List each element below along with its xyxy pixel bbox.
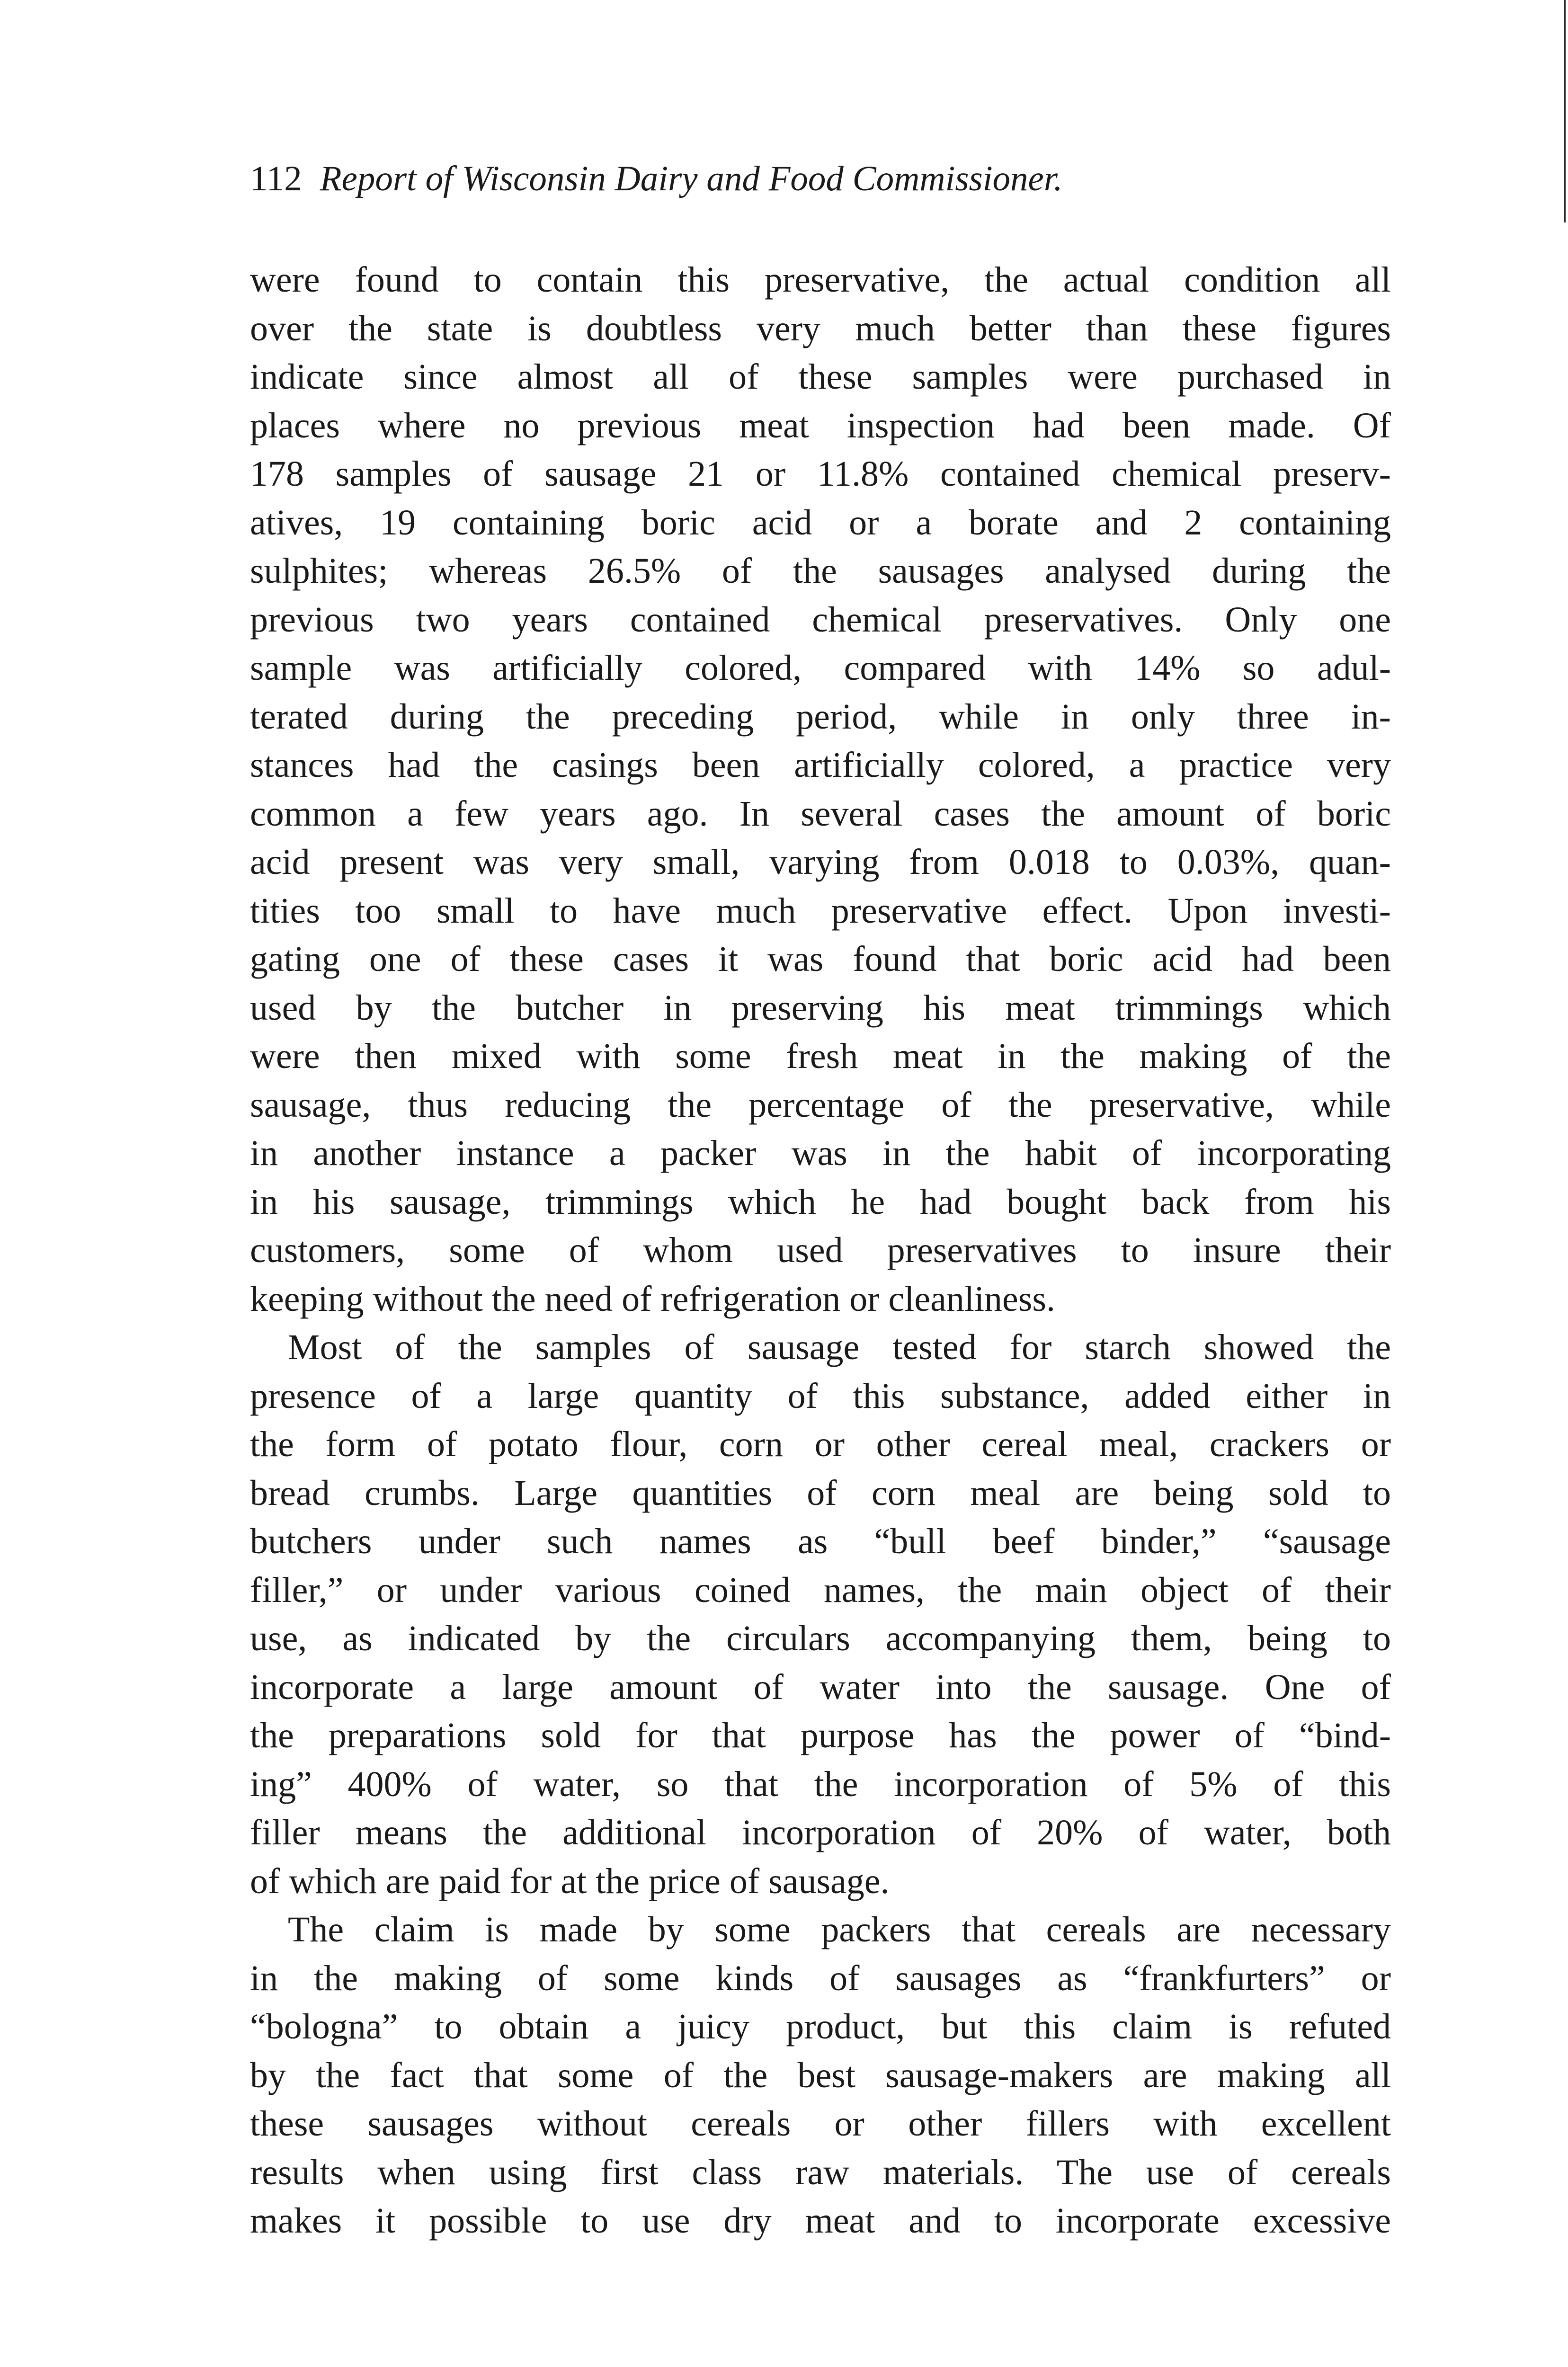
text-line: results when using first class raw materials. The use of cereals	[250, 2152, 1391, 2192]
running-title: Report of Wisconsin Dairy and Food Commissioner.	[320, 159, 1063, 198]
text-line: by the fact that some of the best sausage-makers are making all	[250, 2055, 1391, 2095]
text-line: sulphites; whereas 26.5% of the sausages analysed during the	[250, 551, 1391, 591]
text-line: over the state is doubtless very much better than these figures	[250, 308, 1391, 348]
text-line: were then mixed with some fresh meat in the making of the	[250, 1036, 1391, 1076]
text-line: places where no previous meat inspection had been made. Of	[250, 405, 1391, 445]
text-line: indicate since almost all of these samples were purchased in	[250, 357, 1391, 397]
text-line: these sausages without cereals or other fillers with excellent	[250, 2104, 1391, 2144]
text-line: 178 samples of sausage 21 or 11.8% contained chemical preserv-	[250, 454, 1391, 494]
text-line: the preparations sold for that purpose has the power of “bind-	[250, 1716, 1391, 1755]
paragraph	[250, 1905, 1391, 2245]
text-line: common a few years ago. In several cases the amount of boric	[250, 793, 1391, 834]
text-line: terated during the preceding period, while in only three in-	[250, 696, 1391, 737]
text-line: in another instance a packer was in the habit of incorporating	[250, 1133, 1391, 1173]
text-line: The claim is made by some packers that cereals are necessary	[288, 1910, 1391, 1949]
text-line: previous two years contained chemical preservatives. Only one	[250, 599, 1391, 640]
text-line: of which are paid for at the price of sausage.	[250, 1861, 890, 1901]
text-line: incorporate a large amount of water into the sausage. One of	[250, 1667, 1391, 1707]
text-line: butchers under such names as “bull beef binder,” “sausage	[250, 1522, 1391, 1561]
text-line: stances had the casings been artificially colored, a practice very	[250, 745, 1391, 785]
text-line: makes it possible to use dry meat and to incorporate excessive	[250, 2201, 1391, 2241]
text-line: customers, some of whom used preservatives to insure their	[250, 1230, 1391, 1270]
text-line: gating one of these cases it was found that boric acid had been	[250, 939, 1391, 979]
text-line: filler means the additional incorporation of 20% of water, both	[250, 1813, 1391, 1852]
page-number: 112	[250, 159, 302, 198]
text-line: bread crumbs. Large quantities of corn meal are being sold to	[250, 1473, 1391, 1513]
text-line: “bologna” to obtain a juicy product, but this claim is refuted	[250, 2007, 1391, 2047]
text-line: the form of potato flour, corn or other cereal meal, crackers or	[250, 1424, 1391, 1464]
paragraph	[250, 256, 1391, 1323]
text-line: Most of the samples of sausage tested for starch showed the	[288, 1327, 1391, 1367]
text-line: filler,” or under various coined names, the main object of their	[250, 1570, 1391, 1610]
text-line: in his sausage, trimmings which he had bought back from his	[250, 1182, 1391, 1222]
text-line: tities too small to have much preservative effect. Upon investi-	[250, 890, 1391, 931]
text-line: atives, 19 containing boric acid or a borate and 2 containing	[250, 502, 1391, 543]
text-line: use, as indicated by the circulars accompanying them, being to	[250, 1619, 1391, 1658]
text-line: acid present was very small, varying from 0.018 to 0.03%, quan-	[250, 842, 1391, 882]
text-line: in the making of some kinds of sausages as “frankfurters” or	[250, 1958, 1391, 1998]
text-line: keeping without the need of refrigeration or cleanliness.	[250, 1279, 1055, 1319]
text-line: were found to contain this preservative, the actual condition all	[250, 260, 1391, 300]
text-line: sample was artificially colored, compared with 14% so adul-	[250, 648, 1391, 688]
text-line: ing” 400% of water, so that the incorporation of 5% of this	[250, 1764, 1391, 1804]
body-text	[250, 256, 1391, 2245]
text-line: used by the butcher in preserving his meat trimmings which	[250, 988, 1391, 1028]
running-header	[250, 156, 1386, 202]
page-edge-rule	[1564, 0, 1566, 222]
text-line: sausage, thus reducing the percentage of the preservative, while	[250, 1085, 1391, 1125]
text-line: presence of a large quantity of this substance, added either in	[250, 1376, 1391, 1416]
paragraph	[250, 1323, 1391, 1905]
